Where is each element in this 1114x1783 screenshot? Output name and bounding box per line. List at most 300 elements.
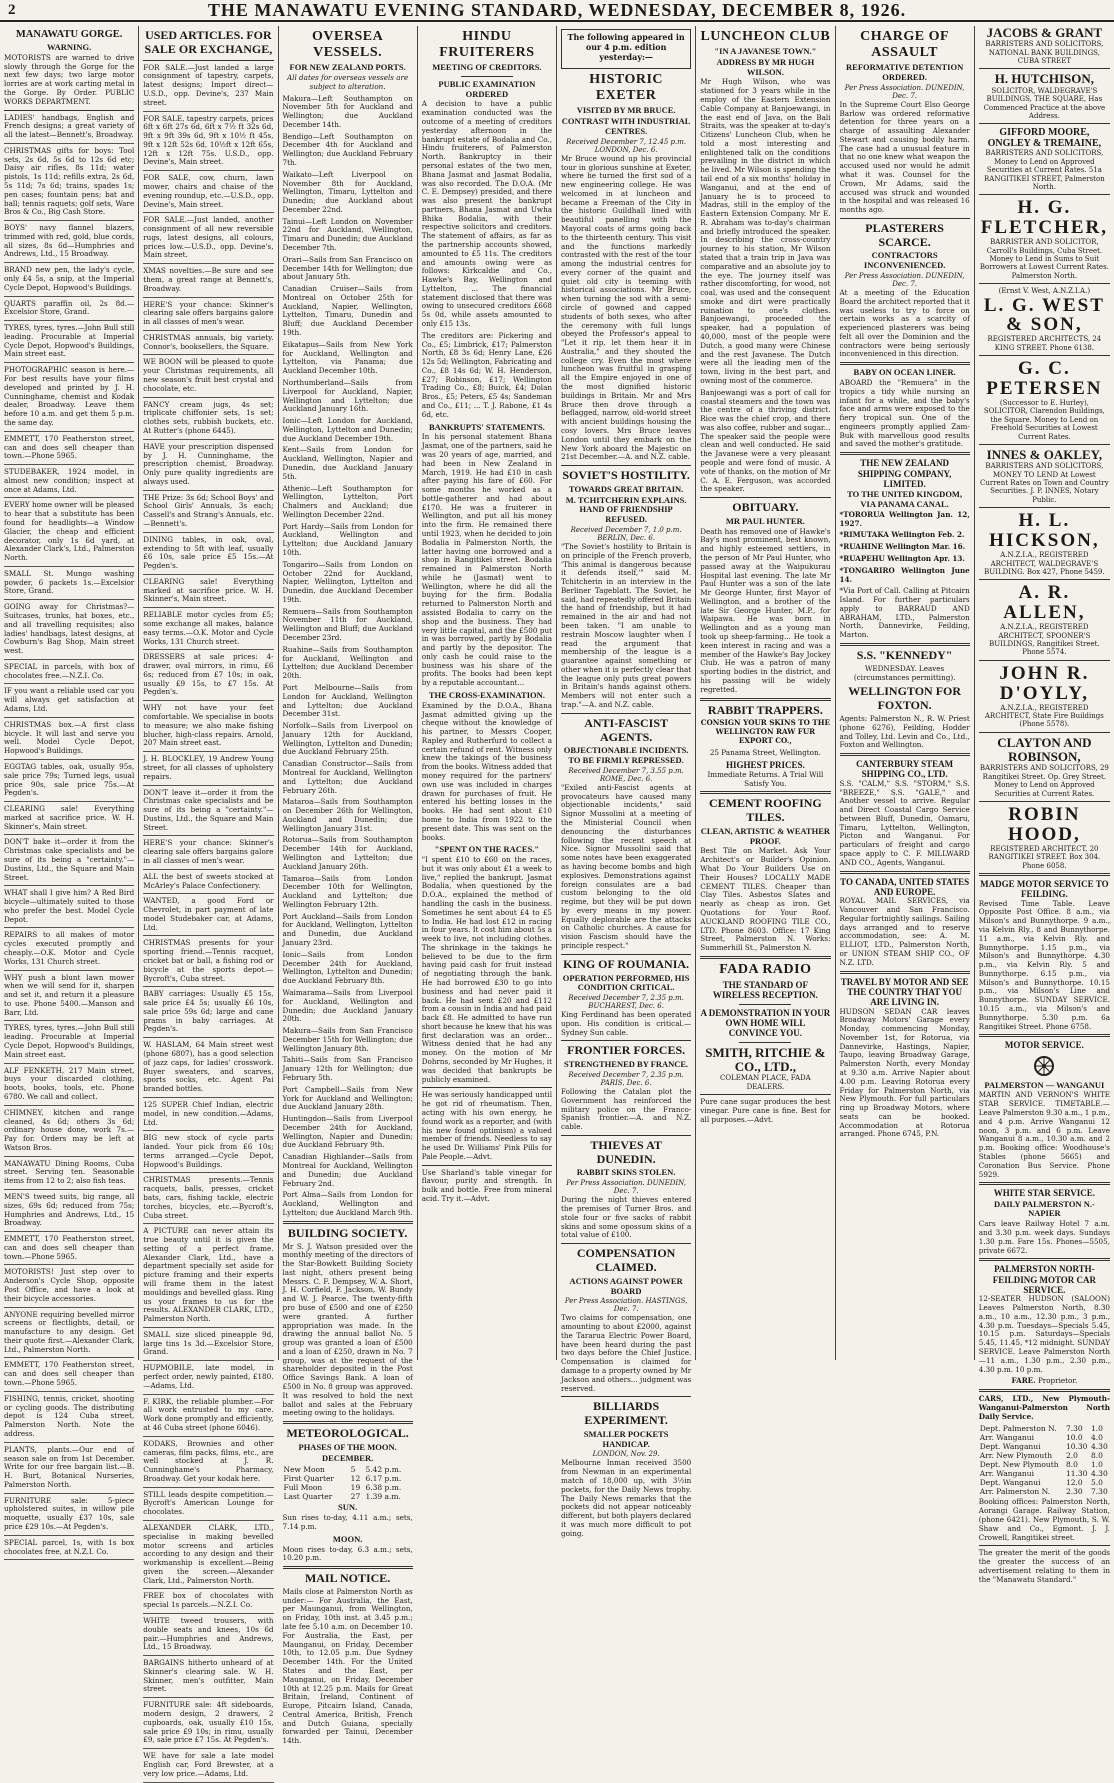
mail-notice-heading: MAIL NOTICE. [304,1571,391,1586]
sailing-entry: *RIMUTAKA Wellington Feb. 2. [839,530,965,540]
used-article-ad: J. H. BLOCKLEY, 19 Andrew Young street, for all classes of upholstery repairs. [143,755,273,785]
used-article-ad: WE BOON will be pleased to quote your Christmas requirements, all new season's fruit best crystal and chocolate, etc. [143,358,273,397]
vessel-entry: Canadian Highlander—Sails from Montreal for Auckland, Wellington and Dunedin; due Auckland February 2nd. [282,1152,413,1188]
vessel-entry: Port Campbell—Sails from New York for Auckland and Wellington; due Auckland January 28th. [282,1084,413,1112]
timetable-row [979,1451,1110,1460]
king-roumania-sub: OPERATION PERFORMED, HIS CONDITION CRITICAL. [562,972,690,993]
white-star-sub: DAILY PALMERSTON N.-NAPIER [993,1198,1095,1219]
west-sub: (Ernst V. West, A.N.Z.I.A.) [998,287,1091,296]
vinegar-advt: Use Sharland's table vinegar for flavour, purity and strength. In bulk and bottle. Free from mineral acid. Try it.—Advt. [421,1167,552,1203]
motor-service-body: MARTIN AND VERNON'S WHITE STAR SERVICE. TIMETABLE.—Leave Palmerston 9.30 a.m., 1 p.m., and 4 p.m. Arrive Wanganui 12 noon, 3 p.m. and 6 p.m. Leave Wanganui 8 a.m., 10.30 a.m. and 2 p.m. Booking office: Woodhouse's Stables (phone 5665) and Coronation Bus Service. Phone 5929. [978,1090,1110,1179]
vessel-entry: Tahiti—Sails from San Francisco January 12th for Wellington; due February 5th. [282,1055,413,1082]
used-article-ad: FOR SALE.—Just landed a large consignment of tapestry, carpets, latest designs; Import direct—U.S.D., opp. Devine's, 237 Main street. [143,64,273,112]
rabbit-consign: CONSIGN YOUR SKINS TO THE WELLINGTON RAW FUR EXPORT CO., [700,718,830,745]
timetable-row [979,1442,1110,1451]
gifford-name: GIFFORD MOORE, ONGLEY & TREMAINE, [987,127,1102,150]
cars-ltd-heading: CARS, LTD., New Plymouth-Wanganui-Palmerston North Daily Service. [978,1394,1110,1421]
timetable-t2: 1.0 [1091,1460,1103,1470]
jacobs-grant-name: JACOBS & GRANT [986,25,1103,40]
obituary-body: Death has removed one of Hawke's Bay's most prominent, best known, and highly esteemed settlers, in the person of Mr Paul Hunter, who passed away at the Waipukurau Hospital last evening. The late Mr Paul Hunter was a son of the late Mr George Hunter, first Mayor of Wellington, and a brother of the late Sir George Hunter, M.P., for Waipawa. He was born in Wellington and as a young man took up sheep-farming... He took a keen interest in racing and was a member of the Hawke's Bay Jockey Club. He was a patron of many sporting bodies in the district, and his passing will be widely regretted. [700,526,831,694]
compensation-sub: ACTIONS AGAINST POWER BOARD [569,1275,683,1296]
rabbit-trappers-heading: RABBIT TRAPPERS. [707,702,823,717]
oversea-vessels-heading: OVERSEA VESSELS. [312,29,384,61]
timetable-t2: 1.0 [1091,1424,1103,1434]
used-article-ad: DRESSERS at sale prices: 4-drawer, oval mirrors, in rimu, £6 6s; reduced from £7 10s; in oak, usually £9 15s, to £7 15s. At Pegden's. [143,653,273,701]
anti-fascist-sub: OBJECTIONABLE INCIDENTS. TO BE FIRMLY REPRESSED. [563,745,689,766]
used-article-ad: FOR SALE, tapestry carpets, prices 6ft x 6ft 27s 6d, 6ft x 7½ ft 32s 6d, 9ft x 9ft 39s 6d, 9ft x 10½ ft 45s, 9ft x 12ft 52s 6d, 10½ft x 12ft 65s, 12ft x 12ft 75s. U.S.D., opp. Devine's, Main street. [143,115,273,172]
thieves-body: During the night thieves entered the premises of Turner Bros. and stole four or five sacks of rabbit skins and some opossum skins of a total value of £100. [561,1195,692,1240]
vessel-entry: Port Melbourne—Sails from London for Auckland, Wellington and Lyttelton; due Auckland December 31st. [282,682,413,719]
used-article-ad: SMALL size sliced pineapple 9d, large tins 1s 3d.—Excelsior Store, Grand. [143,1331,273,1361]
rabbit-returns: Immediate Returns. A Trial Will Satisfy You. [707,769,824,788]
vessel-entry: Bendigo—Left Southampton on December 4th for Auckland and Wellington; due Auckland February 7th. [282,131,413,167]
used-article-ad: THE Prize: 3s 6d; School Boys' and School Girls' Annuals, 3s each; Cassell's and Strang's Annuals, etc.—Bennett's. [143,494,273,533]
frontier-forces-dateline: Received December 7, 2.35 p.m. PARIS, Dec. 6. [568,1070,684,1087]
petersen-name: G. C. PETERSEN [986,358,1103,400]
column-5-cables [557,26,696,1538]
vessel-entry: Makura—Left Southampton on November 5th for Auckland and Wellington; due Auckland December 14th. [282,93,413,129]
exeter-body: Mr Bruce wound up his provincial tour in glorious sunshine at Exeter, where he turned the first sod of a new engineering college. He was welcomed in at luncheon and became a Freeman of the City in the historic Guildhall lined with beautiful panelling with the Mayoral coats of arms going back to the thirteenth century. This visit and the functions markedly contrasted with the rest of the tour among the industrial centres for every corner of the quaint and quiet old city is teeming with historical associations. Mr Bruce, when turning the sod with a semi-circle of gowned and capped students of both sexes, who after the ceremony with full lungs obeyed the Professor's appeal to "Let it rip, let them hear it in Australia," and they shouted the college cry. Even the most where luncheon was fruitful in grasping all the Empire enjoyed in one of the most dignified historic buildings in Britain. Mr and Mrs Bruce then drove through a beflagged, narrow, old-world street with ancient buildings housing the cosy lovers. Mrs Bruce leaves London until they embark on the New York aboard the Majestic on 21st December.—A. and N.Z. cable. [561,153,692,462]
luncheon-body: Mr Hugh Wilson, who was stationed for 3 years while in the employ of the Eastern Extension Cable Company at Banjoewangi, in the east end of Java, on the Bali Straits, was the speaker at to-day's Citizens' Luncheon Club, when he told a most interesting and enlightened talk on the conditions prevailing in the district in which he lived. Mr Wilson is spending the tail end of a six months' holiday in Wanganui, and at the end of January he is to proceed to Madras, still in the employ of the Eastern Extension Company. Mr E. R. Abraham was to-day's chairman and briefly introduced the speaker. In describing the cross-country journey to his station, Mr Wilson stated that a train trip in Java was comparative and an absolute joy to the eye. The journey itself was rather discomforting, for wood, not coal, was used and the consequent smoke and dirt were practically ruination to one's clothes. Banjoewangi, proceeded the speaker, had a population of 40,000, most of the people were Dutch, a good many were Chinese and the rest Javanese. The Dutch were all the leading men of the town, living in the best part, and owning most of the commerce. [700,77,831,385]
allen-body: A.N.Z.I.A., REGISTERED ARCHITECT, SPOONER'S BUILDINGS, Rangitikei Street. Phone 5574. [989,623,1100,657]
soviet-dateline: Received December 7, 1.0 p.m. BERLIN, Dec. 6. [570,525,682,542]
rabbit-prices: HIGHEST PRICES. [725,760,805,771]
classified-ad: EGGTAG tables, oak, usually 95s, sale price 79s; Turned legs, usual price 90s, sale price 75s.—At Pegden's. [4,763,134,802]
moon-phases-sub: PHASES OF THE MOON. [298,1441,397,1452]
sailing-list [840,511,970,584]
luncheon-sub-1: "IN A JAVANESE TOWN." [714,46,817,57]
kennedy-body: WEDNESDAY. Leaves (circumstances permitting). [853,663,956,682]
billiards-dateline: LONDON, Nov. 29. [592,1450,660,1459]
vessel-entry: Huntingdon—Sails from Liverpool December 24th for Auckland, Wellington, Napier and Dunedin; due Auckland February 9th. [282,1114,413,1150]
vessel-entry: Waimarama—Sails from Liverpool for Auckland, Wellington and Dunedin; due Auckland January 20th. [282,987,413,1024]
billiards-body: Melbourne Inman received 3500 from Newman in an experimental match of 18,000 up, with 3½in pockets, for the Daily News trophy. The Daily News remarks that the pockets did not appear noticeably different, but both players declared it was much more difficult to pot going. [561,1458,692,1538]
fada-company: SMITH, RITCHIE & CO., LTD., [705,1044,826,1074]
vessel-entry: Port Alma—Sails from London for Auckland, Wellington and Lyttelton; due Auckland March 9th. [282,1190,413,1217]
hindu-body-2: The creditors are: Pickering and Co., £5; Limbrick, £17; Palmerston North, £8 3s 6d; Henry Lane, £26 12s 5d; Wellington, Fabricating and Co., £8 14s 6d; W. H. Henderson, £27; Robinson, £17; Wellington Trading Co., £8; Buick, £4; Dolan Bros., £5; Peters, £5 4s; Sandeman and Co., £11; ... T. J. Rabone, £1 4s 6d, etc. [421,330,552,419]
anti-fascist-dateline: Received December 7, 3.55 p.m. ROME, Dec. 6. [568,766,684,783]
fletcher-name: H. G. FLETCHER, [980,197,1109,239]
historic-exeter-heading: HISTORIC EXETER [589,72,664,104]
vessel-entry: Canadian Constructor—Sails from Montreal for Auckland, Wellington and Lyttelton; due Auckland February 26th. [282,759,413,795]
luncheon-club-heading: LUNCHEON CLUB [700,29,831,44]
frontier-forces-body: Following the Catalan plot the Government has reinforced the military police on the Franco-Spanish frontier.—A. and N.Z. cable. [561,1086,692,1132]
vessel-entry: Port Auckland—Sails from London for Auckland, Wellington, Lyttelton and Dunedin, due Auckland January 23rd. [282,911,413,948]
used-article-ad: A PICTURE can never attain its true beauty until it is given the setting of a perfect frame. Alexander Clark, Ltd., have a department specially set aside for picture framing and their experts will frame them in the latest mouldings and bevelled glass. Ring us your frames to us for the results. ALEXANDER CLARK, LTD., Palmerston North. [143,1227,273,1328]
luncheon-sub-2: ADDRESS BY MR HUGH WILSON. [716,56,815,77]
used-article-ad: FURNITURE sale: 4ft sideboards, modern design, 2 drawers, 2 cupboards, oak, usually £10 15s, sale price £9 10s; in rimu, usually £9, sale price £7 15s. At Pegden's. [143,1701,273,1749]
gorge-notice-title: MANAWATU GORGE. [15,29,123,40]
classified-ad: MANAWATU Dining Rooms, Cuba street. Serving ten. Seasonable items from 12 to 2; also fish teas. [4,1160,134,1190]
classified-ad: PLANTS, plants.—Our end of season sale on from 1st December. Write for our free bargain list.—B. H. Burt, Botanical Nurseries, Palmerston North. [4,1446,134,1494]
timetable-row [979,1424,1110,1433]
spent-on-races-heading: "SPENT ON THE RACES." [434,844,540,855]
moon-heading: MOON. [332,1533,363,1544]
classified-ad: EVERY home owner will be pleased to hear that a substitute has been found for headlights—a Window Glacier, the cheap and efficient decorator, only 1s 6d yard, at Alexander Clark's, Ltd., Palmerston North. [4,501,134,566]
used-article-ad: CHRISTMAS presents.—Tennis racquets, balls, presses, cricket bats, cars, fishing tackle, electric torches, bicycles, etc.—Bycroft's, Cuba street. [143,1176,273,1224]
timetable-row [979,1460,1110,1469]
used-article-ad: HERE'S your chance: Skinner's clearing sale offers bargains galore in all classes of men's wear. [143,839,273,869]
billiards-sub: SMALLER POCKETS HANDICAP. [583,1428,669,1449]
timetable-t2: 8.0 [1091,1451,1103,1461]
kennedy-heading: S.S. "KENNEDY" [856,647,953,662]
vessel-entry: Rotorua—Sails from Southampton December 14th for Auckland, Wellington and Lyttelton; due Auckland January 26th. [282,835,413,871]
classified-ad: MOTORISTS! Just step over to Anderson's Cycle Shop, opposite Post Office, and have a look at their bicycle accessories. [4,1268,134,1307]
moon-text: Moon rises to-day, 6.3 a.m.; sets, 10.20 p.m. [282,1544,413,1563]
anti-fascist-heading: ANTI-FASCIST AGENTS. [584,715,669,744]
page-number: 2 [8,1,16,18]
plasterers-dateline: Per Press Association. DUNEDIN, Dec. 7. [844,272,965,288]
plasterers-heading: PLASTERERS SCARCE. [865,220,944,249]
spent-on-races-body: "I spent £10 to £60 on the races, but it was only about £1 a week to live," replied the bankrupt. Jasmat Bodalia, when questioned by the D.O.A., explained the method of handling the cash in the business. Sometimes he sent about £4 to £5 to India. He had lost £12 in racing in four years. It cost him about 5s a week to live, not including clothes. The shrinkage in the takings he believed to be due to the firm having paid cash for fruit instead of negotiating through the bank. He had borrowed £30 to go into business and had never paid it back. He had sent £20 and £112 from a cousin in India and had paid back £8. He admitted to have run short because he knew that his was first declaration was an order... Witness denied that he had any money. On the motion of Mr Dohrns, seconded by Mr Hughes, it was decided that bankrupts be publicly examined. [421,855,552,1084]
assault-dateline: Per Press Association. DUNEDIN, Dec. 7. [844,83,965,100]
fada-radio-heading: FADA RADIO [719,961,812,977]
classified-ad: TYRES, tyres, tyres.—John Bull still leading. Procurable at Imperial Cycle Depot, Hopwood's Buildings, Main street east. [4,1024,134,1063]
moon-phase-row [283,1492,413,1501]
timetable-t2: 4.0 [1091,1433,1103,1443]
madge-heading: MADGE MOTOR SERVICE TO FEILDING. [980,878,1109,900]
timetable-t2: 4.30 [1091,1442,1108,1452]
used-article-ad: WANTED, a good Ford or Chevrolet, in part payment of late model Studebaker car, at Adams, Ltd. [143,897,273,936]
vessel-entry: Ruahine—Sails from Southampton for Auckland, Wellington and Lyttelton; due Auckland December 20th. [282,644,413,681]
timetable-place: Arr. Wanganui [979,1433,1034,1443]
moon-time: 5.42 p.m. [365,1465,402,1475]
classified-ad: QUARTS paraffin oil, 2s 8d.—Excelsior Store, Grand. [4,300,134,322]
hindu-body-1: A decision to have a public examination conducted was the outcome of a meeting of creditors yesterday afternoon in the bankrupt estate of Bodalia and Co., Hindu fruiterers, of Palmerston North. Bankruptcy in their personal estates of the two men, Bhana Jasmat and Jasmat Bodalia, was also recorded. The D.O.A. (Mr C. E. Dempsey) presided, and there was also present the bankrupt partners, Bhana Jasmat and Uwha Bhika Bodalia, with their respective solicitors and creditors. The statement of affairs, as far as the partnership accounts showed, amounted to £5 11s. The creditors and amounts owing were as follows: Kirkcaldie and Co., Hawke's Bay, Wellington and Lyttelton, ... The financial statement disclosed that there was owing to unsecured creditors £668 5s 0d, while assets amounted to only £15 13s. [421,99,552,329]
soviet-body: "The Soviet's hostility to Britain is on principle of the French proverb, 'This animal is dangerous because it defends itself,'" said M. Tchitcherin in an interview in the Berliner Tageblatt. The Soviet, he said, had repeatedly offered Britain the hand of friendship, but it had remained in the air and had not been taken. "I am unable to restrain Moscow laughter when I read the argument that membership of the league is a guarantee against something or other when it is perfectly clear that the league only puts great powers in Britain's hands against others. Members will not enter such a trap."—A. and N.Z. cable. [561,541,692,709]
column-4-hindu-fruiterers [418,26,557,1360]
moon-phase: New Moon [283,1465,325,1475]
column-7-shipping-ads [836,26,975,1360]
fletcher-body: BARRISTER AND SOLICITOR, Carroll's Buildings, Cuba Street. Money to Lend in Sums to Suit Borrowers at Lowest Current Rates. Palmerston North. [979,238,1109,280]
classified-ad: EMMETT, 170 Featherston street, can and does sell cheaper than town.—Phone 5965. [4,1361,134,1391]
feilding-service-heading: PALMERSTON NORTH-FEILDING MOTOR CAR SERVICE. [992,1264,1097,1295]
used-article-ad: FOR SALE.—Just landed, another consignment of all new reversible rugs, latest designs, all colours, prices low.—U.S.D., opp. Devine's, Main street. [143,216,273,264]
classified-ad: SMALL St. Mungo washing powder, 6 packets 1s.—Excelsior Store, Grand. [4,570,134,600]
oversea-vessels-sub: FOR NEW ZEALAND PORTS. [289,62,406,73]
classified-ad: FISHING, tennis, cricket, shooting or cycling goods. The distributing depot is 124 Cuba street, Palmerston North. Note the address. [4,1395,134,1443]
timetable-t1: 2.0 [1065,1451,1078,1461]
building-society-heading: BUILDING SOCIETY. [287,1225,408,1240]
used-article-ad: DINING tables, in oak, oval, extending to 5ft with leaf, usually £6 10s, sale price £5 15s.—At Pegden's. [143,536,273,575]
travel-body: HUDSON SEDAN CAR leaves Broadway Motors' Garage every Monday, commencing Monday, November 1st, for Rotorua, via Dannevirke, Hastings, Napier, Taupo, leaving Broadway Garage, Palmerston North, every Monday at 9.30 a.m. Arrive Napier about 4.00 p.m. Leaving Rotorua every Friday for Palmerston North, via New Plymouth. For full particulars ring up Broadway Motors, where seats can be booked. Accommodation at Rotorua arranged. Phone 6745, P.N. [839,1006,970,1139]
meteorological-heading: METEOROLOGICAL. [286,1426,409,1441]
compensation-dateline: Per Press Association. HASTINGS, Dec. 7. [564,1297,688,1314]
sailing-entry: *RUAHINE Wellington Mar. 16. [839,542,966,552]
hickson-body: A.N.Z.I.A., REGISTERED ARCHITECT, WALDEGRAVE'S BUILDING. Box 427, Phone 5459. [984,551,1105,576]
oversea-intro: All dates for overseas vessels are subject to alteration. [286,72,409,91]
west-name: L. G. WEST & SON, [983,294,1105,336]
used-article-ad: HERE'S your chance: Skinner's clearing sale offers bargains galore in all classes of men's wear. [143,301,273,331]
classified-ad: TYRES, tyres, tyres.—John Bull still leading. Procurable at Imperial Cycle Depot, Hopwood's Buildings, Main street east. [4,324,134,363]
exeter-sub-2: CONTRAST WITH INDUSTRIAL CENTRES. [561,116,691,136]
classified-ad: CHIMNEY, kitchen and range cleaned, 4s 6d; others 3s 6d; ordinary house done, work 7s.—Pay for. Orders may be left at Watson Bros. [4,1109,134,1157]
foxton-heading: WELLINGTON FOR FOXTON. [848,684,962,713]
classified-ad: REPAIRS to all makes of motor cycles executed promptly and cheaply.—O.K. Motor and Cycle Works, 131 Church street. [4,931,134,970]
compensation-body: Two claims for compensation, one amounting to about £2000, against the Tararua Electric Power Board, have been heard during the past two days before the Chief Justice. Compensation is claimed for damage to a property owned by Mr Jackson and others... judgment was reserved. [561,1313,692,1393]
column-2-used-articles [139,26,278,1778]
used-article-ad: BABY carriages: Usually £5 15s, sale price £4 5s; usually £6 10s, sale price 59s 6d; large and cane prams in baby carriages. At Pegden's. [143,990,273,1038]
timetable-t2: 5.0 [1091,1478,1103,1488]
sun-heading: SUN. [338,1502,358,1513]
moon-time: 1.39 a.m. [365,1492,401,1502]
classified-ad: SPECIAL parcel, 1s, with 1s box chocolates free, at N.Z.I. Co. [4,1539,134,1561]
frontier-forces-heading: FRONTIER FORCES. [567,1043,686,1058]
billiards-heading: BILLIARDS EXPERIMENT. [584,1399,668,1428]
soviet-sub-1: TOWARDS GREAT BRITAIN. [568,483,684,494]
used-article-ad: ALEXANDER CLARK, LTD., specialise in making bevelled motor screens and articles according to any design and their workmanship is excellent.—Being given the screen.—Alexander Clark, Ltd., Palmerston North. [143,1524,273,1589]
vessel-entry: Remuera—Sails from Southampton November 11th for Auckland, Wellington and Bluff; due Auckland December 23rd. [282,606,413,643]
moon-phase-row [283,1465,413,1474]
hutchison-body: SOLICITOR, WALDEGRAVE'S BUILDINGS, THE SQUARE, Has Commenced Practice at the above Address. [983,86,1106,120]
moon-day: 5 [350,1465,356,1475]
moon-phase: Last Quarter [283,1492,333,1502]
assault-heading: CHARGE OF ASSAULT [860,29,950,61]
classified-ad: EMMETT, 170 Featherston street, can and does sell cheaper than town.—Phone 5965. [4,1235,134,1265]
timetable-place: Dept. Palmerston N. [979,1424,1057,1434]
sailing-entry: *RUAPEHU Wellington Apr. 13. [839,553,965,563]
timetable-place: Arr. Palmerston N. [979,1487,1051,1497]
used-articles-list [143,64,273,1783]
nz-shipping-sub: TO THE UNITED KINGDOM, VIA PANAMA CANAL. [847,489,963,510]
feilding-service-body: 12-SEATER HUDSON (SALOON) Leaves Palmerston North, 8.30 a.m., 10 a.m., 12.30 p.m., 3 p.m., 4.30 p.m. Tuesdays—Specials 5.45, 10.15 p.m. Saturdays—Specials 5.45, 11.45, *12 midnight. SUNDAY SERVICE. Leave Palmerston North—11 a.m., 1.30 p.m., 2.30 p.m., 4.30 p.m. 10 p.m. [978,1294,1110,1374]
classified-ad: DON'T bake it—order it from the Christmas cake specialists and be sure of its being a "certainty."—Dustins, Ltd., the Square and Main Street. [4,838,134,886]
moon-day: 19 [350,1483,361,1493]
timetable-foot: Booking offices: Palmerston North, Aorangi Garage. Railway Station, (phone 6421). New Plymouth, S. W. Shaw and Co., Egmont. J. J. Crowell, Rangitikei street. [978,1497,1110,1542]
vessel-list [283,95,413,1218]
moon-time: 6.38 p.m. [365,1483,402,1493]
hutchison-name: H. HUTCHISON, [994,71,1095,87]
timetable-t2: 4.30 [1091,1469,1108,1479]
classified-ad: STUDEBAKER, 1924 model, in almost new condition; inspect at once at Adams, Ltd. [4,468,134,498]
nz-shipping-body: *Via Port of Call. Calling at Pitcairn Island. For further particulars apply to BARRAUD AND ABRAHAM, LTD., Palmerston North, Dannevirke, Feilding, Marton. [839,586,970,640]
bankrupts-statements-body: In his personal statement Bhana Jasmat, one of the partners, said he was 20 years of age, married, and had been in New Zealand in March, 1919. He had £10 in cash after paying his fare of £60. For some months he worked as a bottle-gatherer and had about £170. He was a fruiterer in Wellington, and put all his money into the firm. He remained there until 1923, when he decided to join Bodalia in Palmerston North, the latter having one borrowed and a shop in Rangitikei street. Bodalia remained in Palmerston North while he (Jasmat) went to Wellington, where he did all the buying for the firm. Bodalia returned to Palmerston North and assisted Bodalia to carry on the shop and the business. They had very little capital, and the £500 put in was borrowed, partly by Bodalia and partly by the depositor. The only cash he could raise to the business was his share of the profits. The books had been kept by a reputable accountant... [421,432,552,688]
vessel-entry: Port Hardy—Sails from London for Auckland, Wellington and Lyttelton; due Auckland January 10th. [282,521,413,558]
used-article-ad: BARGAINS hitherto unheard of at Skinner's clearing sale. W. H. Skinner, men's outfitter, Main street. [143,1659,273,1698]
canterbury-body: S.S. "CALM," S.S. "STORM," S.S. "BREEZE," S.S. "GALE," and Another vessel to arrive. Regular and Direct Coastal Cargo Service between Bluff, Dunedin, Oamaru, Timaru, Lyttelton, Wellington, Picton and Wanganui. For particulars of freight and cargo space apply to C. F. MILLWARD AND CO., Agents, Wanganui. [839,778,970,867]
vessel-entry: Waikato—Left Liverpool on November 8th for Auckland, Wellington, Timaru, Lyttelton and Dunedin; due Auckland about December 22nd. [282,169,413,214]
vessel-entry: Kent—Sails from London for Auckland, Wellington, Napier and Dunedin, due Auckland January 5th. [282,445,413,481]
used-article-ad: HUPMOBILE, late model, in perfect order, newly painted, £180.—Adams, Ltd. [143,1364,273,1394]
plasterers-body: At a meeting of the Education Board the architect reported that it was useless to try to force on certain works as a scarcity of experienced plasterers was being felt all over the Dominion and the contractors were being seriously inconvenienced in this direction. [839,288,970,359]
innes-body: BARRISTERS AND SOLICITORS, MONEY TO LEND At Lowest Current Rates on Town and Country Securities. J. P. INNES, Notary Public. [980,462,1109,504]
canada-heading: TO CANADA, UNITED STATES AND EUROPE. [840,876,970,897]
timetable-place: Dept. New Plymouth [979,1460,1059,1470]
madge-body: Revised Time Table. Leave Opposite Post Office. 8 a.m., via Milson's and Bunnythorpe. 9 a.m., via Kelvin Rly., 8 and Bunnythorpe. 11 a.m., via Kelvin Rly. and Bunnythorpe. 1.15 p.m., via Milson's and Bunnythorpe. 4.30 p.m., via Kelvin Rly. 5 and Bunnythorpe. 6.15 p.m., via Milson's and Bunnythorpe. 10.15 p.m., via Milson's Line and Bunnythorpe. SUNDAY SERVICE. 10.15 a.m., via Milson's and Bunnythorpe. 5.30 p.m. 6a Rangitikei Street. Phone 6758. [978,898,1110,1031]
sun-text: Sun rises to-day, 4.11 a.m.; sets, 7.14 p.m. [282,1513,413,1531]
bankrupts-statements-heading: BANKRUPTS' STATEMENTS. [428,421,545,432]
column-8-professional [975,25,1114,1584]
white-star-body: Cars leave Railway Hotel 7 a.m. and 3.30 p.m. week days. Sundays 1.30 p.m. Fare 15s. Phones—5505, private 6672. [978,1219,1110,1255]
sailing-entry: *TONGARIRO Wellington June 14. [839,565,970,584]
cement-tiles-body: Best Tile on Market. Ask Your Architect's or Builder's Opinion. What Do Your Builders Use on Their Houses? LOCALLY MADE CEMENT TILES. Cheaper than Clay Tiles. Asbestos Slates and nearly as cheap as iron. Get Quotations for Your Roof. AUCKLAND ROOFING TILE CO., LTD. Phone 8603. Office: 17 King Street, Palmerston N. Works: Summerhill St., Palmerston N. [700,846,831,953]
frontier-forces-sub: STRENGTHENED BY FRANCE. [564,1059,689,1070]
fada-demonstration: A DEMONSTRATION IN YOUR OWN HOME WILL CONVINCE YOU. [700,1007,831,1039]
used-article-ad: F. KIRK, the reliable plumber.—For all work entrusted to my care. Work done promptly and efficiently, at 46 Cuba street (phone 6046). [143,1398,273,1437]
hood-name: ROBIN HOOD, [1007,803,1081,845]
moon-month: DECEMBER. [322,1452,374,1463]
classified-ad: PHOTOGRAPHIC season is here.—For best results have your films developed and printed by J. H. Cunninghame, chemist and Kodak dealer, Broadway. Leave them before 10 a.m. and get them 5 p.m. the same day. [4,366,134,431]
building-society-body: Mr S. J. Watson presided over the monthly meeting of the directors of the Star-Bowkett Building Society last night, others present being Messrs. C. F. Dempsey, W. A. Short, J. H. Corfield, F. Jackson, W. Bundy and W. J. Pearce. The twenty-fifth pro buse of £500 and one of £250 were granted. A further appropriation was made. In the drawing the annual ballot No. 5 group was granted a loan of £500 and a loan of £250, drawn in No. 7 group, was at the request of the shareholder deposited in the Post Office Savings Bank. A loan of £500 in No. 8 group was approved. It was resolved to hold the next ballot and sales at the February meeting owing to the holidays. [282,1241,413,1418]
thieves-dateline: Per Press Association. DUNEDIN, Dec. 7. [566,1179,686,1196]
thieves-sub: RABBIT SKINS STOLEN. [576,1167,676,1178]
doyly-name: JOHN R. D'OYLY, [999,662,1090,704]
used-article-ad: BIG new stock of cycle parts landed. Your pick from £6 10s; terms arranged.—Cycle Depot, Hopwood's Buildings. [143,1134,273,1173]
baby-liner-body: ABOARD the "Remuera" in the tropics a tidy while nursing an infant for a while, and the baby's face and arms were exposed to the fiery tropical sun. One of the engineers promptly applied Zam-Buk with marvellous good results and saved the mother's gratitude. [839,378,970,449]
jacobs-grant-title: BARRISTERS AND SOLICITORS, NATIONAL BANK BUILDINGS, CUBA STREET [985,40,1104,66]
fare-label: FARE. [1011,1376,1036,1386]
classified-ad: GOING away for Christmas?—Suitcases, trunks, hat boxes, etc., and all travelling requisites; also ladies' handbags, latest designs, at Cowburn's Bag Shop, Main street west. [4,603,134,660]
soviet-sub-2: M. TCHITCHERIN EXPLAINS. HAND OF FRIENDSHIP REFUSED. [565,494,687,525]
used-article-ad: DON'T leave it—order it from the Christmas cake specialists and be sure of its being a "certainty."—Dustins, Ltd., the Square and Main Street. [143,789,273,837]
classified-ad: IF you want a reliable used car you will always get satisfaction at Adams, Ltd. [4,687,134,717]
fada-standard: THE STANDARD OF WIRELESS RECEPTION. [712,979,818,1001]
timetable-t1: 10.0 [1065,1433,1083,1443]
vessel-entry: Eikatapus—Sails from New York for Auckland, Wellington and Lyttelton, via Panama; due Auckland December 10th. [282,339,413,376]
column-1-classifieds [0,26,139,1556]
used-article-ad: HAVE your prescription dispensed by J. H. Cunninghame, the prescription chemist, Broadway. Only pure quality ingredients are always used. [143,443,273,491]
column-3-shipping [279,26,418,1746]
vessel-entry: Northumberland—Sails from Liverpool for Auckland, Napier, Wellington and Lyttelton; due Auckland January 16th. [282,377,413,414]
masthead [0,0,1114,22]
used-article-ad: STILL leads despite competition.—Bycroft's American Lounge for chocolates. [143,1491,273,1521]
canterbury-heading: CANTERBURY STEAM SHIPPING CO., LTD. [856,759,954,780]
classified-ad: CHRISTMAS box.—A first class bicycle. It will last and serve you well. Model Cycle Depot, Hopwood's Buildings. [4,721,134,760]
mail-notice-body: Mails close at Palmerston North as under:— For Australia, the East, per Maunganui, from Wellington, on Friday, 10th inst. at 3.45 p.m.; late fee 5.10 a.m. on December 10. For Australia, the East, per Maunganui, on Friday, December 10th, to 12.05 p.m. Due Sydney December 14th. For the United States and the East, per Maunganui, on Friday, December 10th at 12.25 p.m. Mails for Great Britain, Ireland, Continent of Europe, Pitcairn Island, Canada, Central America, British, French and Dutch Guiana, specially forwarded per Tainui, December 14th. [282,1586,413,1746]
vessel-entry: Norfolk—Sails from Liverpool on January 12th for Auckland, Wellington, Lyttelton and Dunedin; due Auckland February 25th. [282,721,413,757]
used-article-ad: CHRISTMAS presents for your sporting friend.—Tennis racquet, cricket bat or ball, a fishing rod or bicycle at the sports depot.—Bycroft's, Cuba street. [143,939,273,987]
doyly-body: A.N.Z.I.A., REGISTERED ARCHITECT, State Fire Buildings (Phone 5578). [984,703,1104,729]
gorge-notice-body: MOTORISTS are warned to drive slowly through the Gorge for the next few days; two large motor lorries are at work carting metal in the Gorge. By Order. PUBLIC WORKS DEPARTMENT. [4,52,135,106]
petersen-body: (Successor to E. Hurley), SOLICITOR, Clarendon Buildings, the Square. Money to Lend on Freehold Securities at Lowest Current Rates. [983,399,1105,441]
classified-ad: WHAT shall I give him? A Red Bird bicycle—ultimately suited to those who prefer the best. Model Cycle Depot. [4,889,134,928]
hood-body: REGISTERED ARCHITECT, 20 RANGITIKEI STREET. Box 304. Phone 6058. [988,844,1101,870]
creditors-sub: MEETING OF CREDITORS. [432,62,542,73]
rabbit-address: 25 Panama Street, Wellington. [709,747,821,757]
timetable-t1: 2.30 [1065,1487,1083,1497]
foxton-body: Agents: Palmerston N., R. W. Priest (phone 6276), Feilding, Hodder and Tolley, Ltd. Levin and Co., Ltd., Foxton and Wellington. [839,713,970,750]
timetable-t1: 11.30 [1065,1469,1088,1479]
moon-phase: First Quarter [283,1474,335,1484]
newspaper-title: THE MANAWATU EVENING STANDARD, WEDNESDAY, DECEMBER 8, 1926. [207,0,907,20]
soviet-heading: SOVIET'S HOSTILITY. [562,468,690,483]
obituary-heading: OBITUARY. [732,500,799,515]
used-article-ad: WHITE tweed trousers, with double seats and knees, 10s 6d pair.—Humphries and Andrews, Ltd., 15 Broadway. [143,1617,273,1656]
fada-address: COLEMAN PLACE, FADA DEALERS. [720,1074,811,1091]
vessel-entry: Ionic—Sails from London December 24th for Auckland, Wellington, Lyttelton and Dunedin; due Auckland February 8th. [282,949,413,986]
nz-shipping-heading: THE NEW ZEALAND SHIPPING COMPANY, LIMITED. [857,458,952,489]
innes-name: INNES & OAKLEY, [986,446,1103,462]
cross-examination-body: Examined by the D.O.A., Bhana Jasmat admitted giving up the cheque without the knowledge of his partner, to Messrs Cooper, Rapley and Rutherfurd to collect a certain refund of rent. Witness only knew the takings of the business from the books. Witness added that money required for the partners' own use was included in charges drawn for purchases of fruit. He entered his betting losses in the books. He had sent about £10 home to India from 1922 to the present date. This was sent on the books. [421,700,552,842]
timetable-place: Arr. New Plymouth [979,1451,1053,1461]
moon-day: 27 [350,1492,361,1502]
vessel-entry: Tamaroa—Sails from London December 10th for Wellington, Auckland and Lyttelton; due Wellington February 12th. [282,873,413,909]
sugar-advt: Pure cane sugar produces the best vinegar. Pure cane is fine. Best for all purposes.—Advt. [700,1097,831,1124]
timetable-t2: 7.30 [1091,1487,1108,1497]
timetable-row [979,1469,1110,1478]
allen-name: A. R. ALLEN, [1003,582,1086,624]
timetable-place: Dept. Wanganui [979,1478,1041,1488]
moon-phase: Full Moon [283,1483,323,1493]
timetable-place: Arr. Wanganui [979,1469,1034,1479]
classified-ad: CLEARING sale! Everything marked at sacrifice price. W. H. Skinner's, Main street. [4,805,134,835]
king-roumania-dateline: Received December 7, 2.35 p.m. BUCHAREST, Dec. 6. [568,994,684,1011]
moon-time: 6.17 p.m. [365,1474,402,1484]
vessel-entry: Mataroa—Sails from Southampton on December 26th for Wellington, Auckland and Dunedin; due Wellington January 31st. [282,797,413,833]
clayton-name: CLAYTON AND ROBINSON, [997,734,1092,765]
baby-liner-heading: BABY ON OCEAN LINER. [853,367,956,378]
vessel-entry: Orari—Sails from San Francisco on December 14th for Wellington; due about January 5th. [282,254,413,282]
king-roumania-body: King Ferdinand has been operated upon. His condition is critical.—Sydney Sun cable. [561,1010,692,1037]
fare-body: Proprietor. [1037,1376,1078,1386]
used-article-ad: CLEARING sale! Everything marked at sacrifice price. W. H. Skinner's, Main street. [143,578,273,608]
gifford-body: BARRISTERS AND SOLICITORS, Money to Lend on Approved Securities at Current Rates. 51a RANGITIKEI STREET, Palmerston North. [984,149,1105,191]
vessel-entry: Tongariro—Sails from London on October 22nd for Auckland, Napier, Wellington, Lyttelton and Dunedin, due Auckland December 19th. [282,559,413,604]
king-roumania-heading: KING OF ROUMANIA. [563,956,690,971]
plasterers-sub: CONTRACTORS INCONVENIENCED. [863,250,946,271]
vessel-entry: Athenic—Left Southampton for Wellington, Lyttelton, Port Chalmers and Auckland; due Wellington December 22nd. [282,483,413,519]
winged-wheel-icon [1031,1053,1057,1079]
moon-day: 12 [350,1474,361,1484]
used-article-ad: FOR SALE, cow, churn, lawn mower, chairs and chaise of the evening roundup, etc.—U.S.D., opp. Devine's, Main street. [143,174,273,213]
obituary-sub: MR PAUL HUNTER. [725,515,805,526]
clayton-body: BARRISTERS AND SOLICITORS, 29 Rangitikei Street. Op. Grey Street. Money to Lend on Approved Securities at Current Rates. [979,764,1109,798]
moon-phase-row [283,1474,413,1483]
used-article-ad: ALL the best of sweets stocked at McArley's Palace Confectionery. [143,873,273,895]
used-article-ad: FANCY cream jugs, 4s set; triplicate chiffonier sets, 1s set; clothes sets, rubbish buckets, etc. At Rutter's (phone 6445). [143,401,273,440]
motor-service-sub: PALMERSTON — WANGANUI [984,1079,1105,1090]
timetable-row [979,1478,1110,1487]
vessel-entry: Ionic—Left London for Auckland, Wellington, Lyttelton and Dunedin; due Auckland December 19th. [282,416,413,443]
used-article-ad: 125 SUPER Chief Indian, electric model, in new condition.—Adams, Ltd. [143,1101,273,1131]
classified-ad: FURNITURE sale: 5-piece upholstered suites, in willow pile moquette, usually £37 10s, sale price £29 10s.—At Pegden's. [4,1497,134,1536]
examination-sub: PUBLIC EXAMINATION ORDERED [438,78,536,99]
timetable-row [979,1487,1110,1496]
classified-ad: MEN'S tweed suits, big range, all sizes, 69s 6d; reduced from 75s; Humphries and Andrews, Ltd., 15 Broadway. [4,1193,134,1232]
pink-pills-advt: He was seriously handicapped until he got rid of rheumatism. Then, acting with his own energy, he found work as a reporter, and (with his new found optimism) a valued member of friends. Needless to say he used Dr. Williams' Pink Pills for Pale People.—Advt. [421,1090,552,1161]
sailing-entry: *TORORUA Wellington Jan. 12, 1927. [839,509,970,528]
classified-ad: LADIES' handbags, English and French designs; a great variety of all the latest—Bennett's, Broadway. [4,114,134,144]
hindu-fruiterers-heading: HINDU FRUITERERS [439,29,535,61]
classified-ad: BRAND new pen, the lady's cycle, only £4 5s, a snip, at the Imperial Cycle Depot, Hopwood's Buildings. [4,266,134,296]
classified-ad: SPECIAL in parcels, with box of chocolates free.—N.Z.I. Co. [4,663,134,685]
used-article-ad: FREE box of chocolates with special 1s parcels.—N.Z.I. Co. [143,1592,273,1614]
vessel-entry: Tainui—Left London on November 22nd for Auckland, Wellington, Timaru and Dunedin; due Auckland December 7th. [282,216,413,253]
anti-fascist-body: "Exiled anti-Fascist agents at provocateurs have caused many objectionable incidents," said Signor Mussolini at a meeting of the Ministerial Council when denouncing the disturbances following the recent speech at Nice. Signor Mussolini said that some notes have been exaggerated as having become bombs and high explosives. Demonstrations against foreign consulates are a bad custom belonging to the old regime, but they will be put down by every means in my power. Equally deplorable are the attacks on Catholic churches. A cause for vision Fascism should have the principle respect." [561,782,692,950]
used-articles-heading: USED ARTICLES. FOR SALE OR EXCHANGE, [144,28,273,56]
classified-ad: CHRISTMAS gifts for boys: Tool sets, 2s 6d, 5s 6d to 12s 6d etc; Daisy air rifles, 8s 11d; water pistols, 1s 11d; refills extra, 2s 6d, 5s 11d; 7s 6d; trains, spades 1s; pen cases; fountain pens; bat and ball; tennis raquets; golf sets, Ware Bros & Co., Big Cash Store. [4,147,134,221]
thieves-heading: THIEVES AT DUNEDIN. [590,1137,662,1166]
luncheon-body-2: Banjoewangi was a port of call for coastal steamers and the town was the centre of a thriving district. Rice was the chief crop, and there was also coffee, rubber and sugar... The speaker said the people were clean and well conducted. He said the Javanese were a very pleasant people and were fond of music. A vote of thanks, on the motion of Mr C. A. E. Ferguson, was accorded the speaker. [700,387,831,494]
timetable-t1: 8.0 [1065,1460,1078,1470]
canada-body: ROYAL MAIL SERVICES, via Vancouver and San Francisco. Regular fortnightly sailings. Sailing days arranged and to reserve accommodation, see: A. M. ELLIOT, LTD., Palmerston North, or UNION STEAM SHIP CO., OF N.Z. LTD. [839,896,970,967]
classified-ads-list [4,114,134,1561]
used-article-ad: CHRISTMAS annuals, big variety. Connor's, booksellers, the Square. [143,334,273,356]
travel-heading: TRAVEL BY MOTOR AND SEE THE COUNTRY THAT YOU ARE LIVING IN. [840,976,969,1008]
standard-advt: The greater the merit of the goods the greater the success of an advertisement relating to them in the "Manawatu Standard." [978,1548,1110,1584]
classified-ad: ALF FENKETH, 217 Main street, buys your discarded clothing, boots, books, tools, etc. Phone 6780. We call and collect. [4,1067,134,1106]
motor-service-heading: MOTOR SERVICE. [1004,1040,1084,1051]
used-article-ad: WE have for sale a late model English car, Ford Brewster, at a very low price.—Adams, Ltd. [143,1752,273,1782]
moon-phase-row [283,1483,413,1492]
used-article-ad: WHY not have your feet comfortable. We specialise in boots to measure; we also make fishing blucher, high-class repairs. Arnold, 207 Main street east. [143,704,273,752]
assault-body: In the Supreme Court Elso George Barlow was ordered reformative detention for three years on a charge of assaulting Alexander Stewart and causing bodily harm. The case had a unusual feature in that no one knew what weapon the accused used nor would he admit what it was. Counsel for the Crown, Mr Adams, said the accused was struck and wounded in the hospital and was released 16 months ago. [839,99,970,215]
timetable-t1: 7.30 [1065,1424,1083,1434]
edition-notice: The following appeared in our 4 p.m. edition yesterday:— [567,32,685,62]
classified-ad: EMMETT, 170 Featherston street, can and does sell cheaper than town.—Phone 5965. [4,435,134,465]
classified-ad: WHY push a blunt lawn mower when we will send for it, sharpen and set it, and return it a pleasure to use. Phone 5400.—Manson and Barr, Ltd. [4,974,134,1022]
classified-ad: BOYS' navy flannel blazers, trimmed with red, gold, blue cords, all sizes, 8s 6d—Humphries and Andrews, Ltd., 15 Broadway. [4,224,134,263]
